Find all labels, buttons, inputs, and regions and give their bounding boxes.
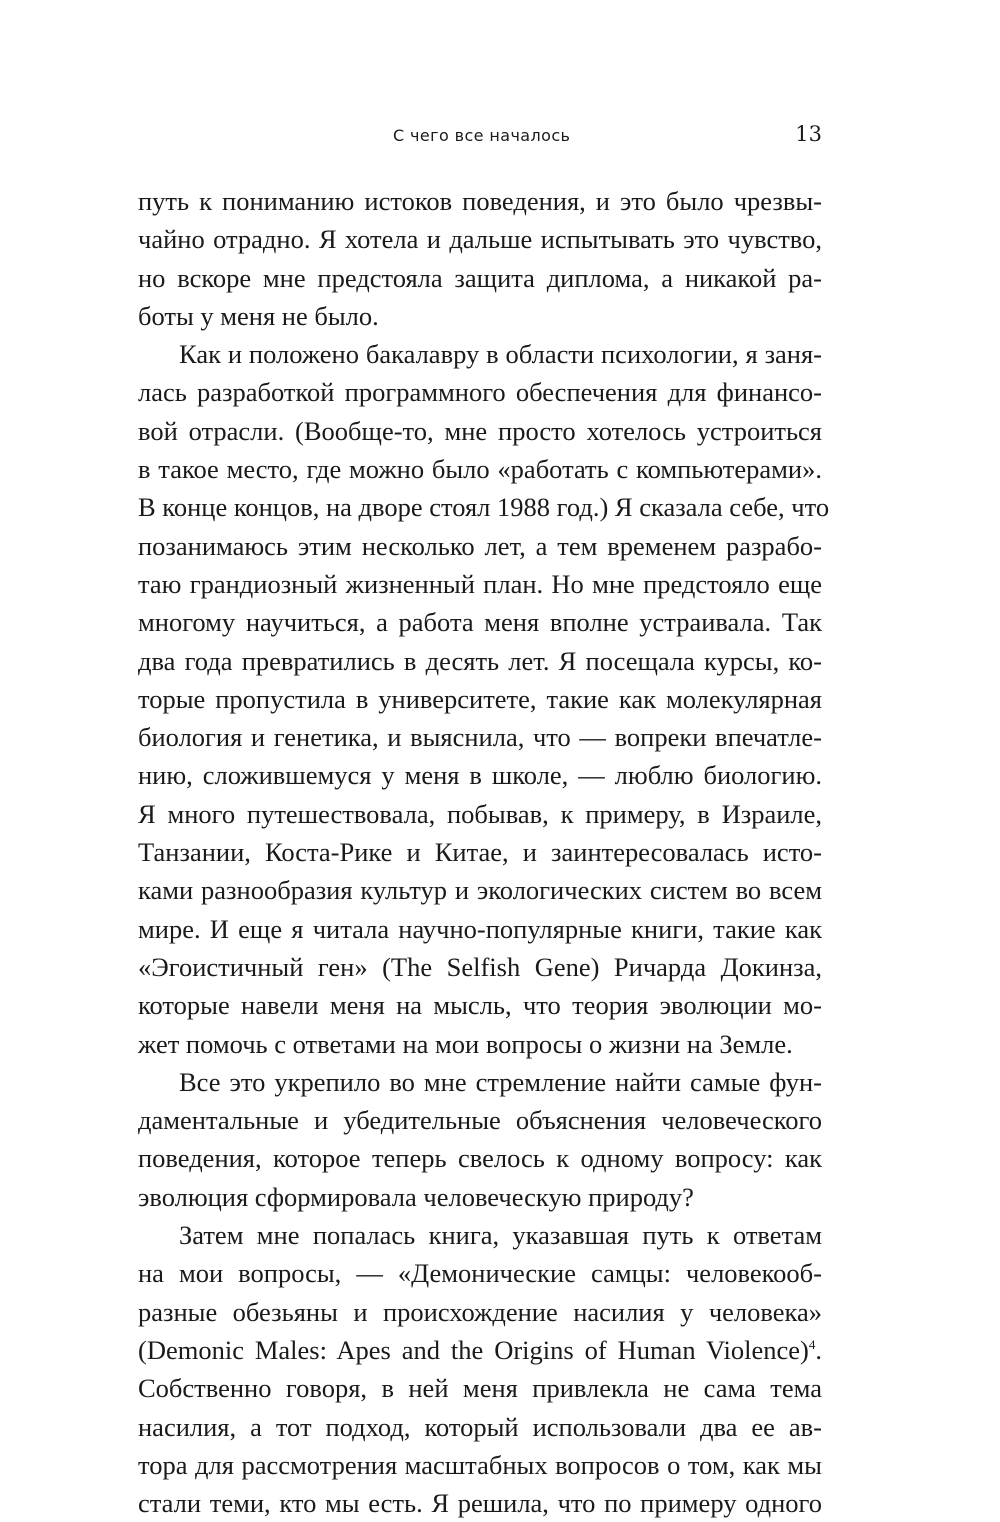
text-line: которые навели меня на мысль, что теория эволюции мо-	[138, 990, 822, 1021]
text-line: чайно отрадно. Я хотела и дальше испытывать это чувство,	[138, 224, 822, 255]
page-number: 13	[795, 122, 822, 146]
text-line: Затем мне попалась книга, указавшая путь к ответам	[179, 1220, 822, 1251]
text-line: Танзании, Коста-Рике и Китае, и заинтересовалась исто-	[138, 837, 822, 868]
paragraph	[138, 1063, 822, 1216]
footnote-marker[interactable]: 4	[808, 1337, 816, 1353]
text-line: насилия, а тот подход, который использовали два ее ав-	[138, 1411, 822, 1442]
text-line: торые пропустила в университете, такие как молекулярная	[138, 683, 822, 714]
text-line: боты у меня не было.	[138, 300, 379, 331]
text-line: поведения, которое теперь свелось к одному вопросу: как	[138, 1143, 822, 1174]
text-line: В конце концов, на дворе стоял 1988 год.) Я сказала себе, что	[138, 492, 830, 523]
text-line: в такое место, где можно было «работать с компьютерами».	[138, 454, 822, 485]
text-line: стали теми, кто мы есть. Я решила, что по примеру одного	[138, 1488, 822, 1519]
text-line: вой отрасли. (Вообще-то, мне просто хотелось устроиться	[138, 415, 822, 446]
paragraph	[138, 335, 830, 1063]
text-line-with-footnote	[138, 1331, 822, 1369]
text-line: Все это укрепило во мне стремление найти самые фун-	[179, 1066, 822, 1097]
text-line: но вскоре мне предстояла защита диплома, а никакой ра-	[138, 262, 822, 293]
text-line: Я много путешествовала, побывав, к примеру, в Израиле,	[138, 798, 822, 829]
text-line: даментальные и убедительные объяснения человеческого	[138, 1105, 822, 1136]
text-line: на мои вопросы, — «Демонические самцы: человекооб-	[138, 1258, 822, 1289]
text-line: тора для рассмотрения масштабных вопросов о том, как мы	[138, 1449, 822, 1480]
text-line: разные обезьяны и происхождение насилия у человека»	[138, 1296, 822, 1327]
text-line: ками разнообразия культур и экологических систем во всем	[138, 875, 822, 906]
text-line: нию, сложившемуся у меня в школе, — люблю биологию.	[138, 760, 822, 791]
text-line: путь к пониманию истоков поведения, и это было чрезвы-	[138, 186, 822, 216]
footnote-trailing-punctuation: .	[815, 1334, 822, 1365]
chapter-title: С чего все началось	[393, 126, 571, 145]
text-line: таю грандиозный жизненный план. Но мне предстояло еще	[138, 568, 822, 599]
paragraph	[138, 1216, 822, 1522]
text-line: позанимаюсь этим несколько лет, а тем временем разрабо-	[138, 530, 822, 561]
paragraph	[138, 182, 822, 335]
text-line: Собственно говоря, в ней меня привлекла не сама тема	[138, 1373, 822, 1404]
running-head	[0, 122, 1000, 152]
text-line: Как и положено бакалавру в области психологии, я заня-	[179, 339, 822, 370]
text-line: лась разработкой программного обеспечения для финансо-	[138, 377, 822, 408]
text-line: эволюция сформировала человеческую природу?	[138, 1181, 694, 1212]
text-line: два года превратились в десять лет. Я посещала курсы, ко-	[138, 645, 822, 676]
text-line: «Эгоистичный ген» (The Selfish Gene) Ричарда Докинза,	[138, 951, 822, 982]
text-line: мире. И еще я читала научно-популярные книги, такие как	[138, 913, 822, 944]
text-line: жет помочь с ответами на мои вопросы о жизни на Земле.	[138, 1028, 793, 1059]
body-text	[138, 182, 830, 1522]
text-line: многому научиться, а работа меня вполне устраивала. Так	[138, 607, 822, 638]
text-line: (Demonic Males: Apes and the Origins of Human Violence)	[138, 1334, 809, 1365]
text-line: биология и генетика, и выяснила, что — вопреки впечатле-	[138, 722, 822, 753]
